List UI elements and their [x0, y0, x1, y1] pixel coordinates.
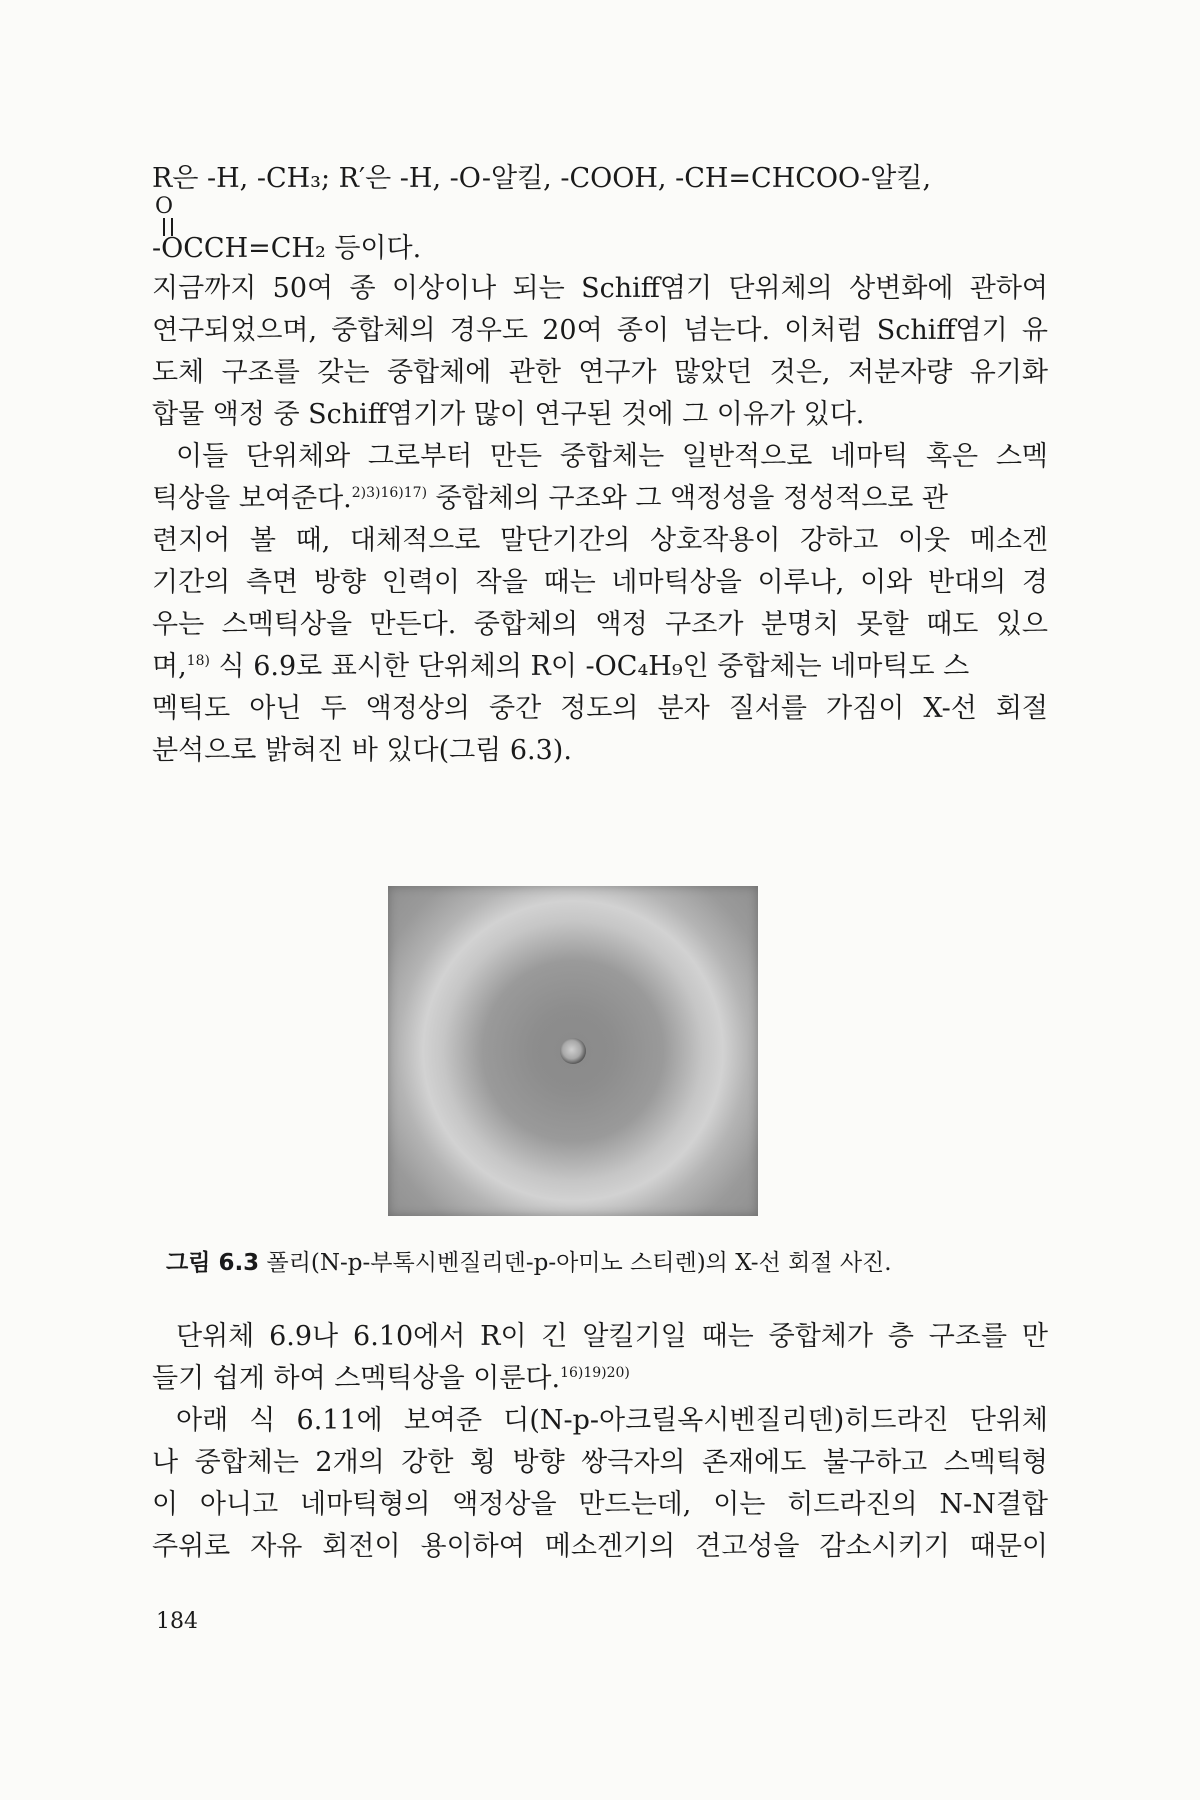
figure-label: 그림 6.3 [166, 1250, 260, 1276]
beam-stop-spot [560, 1038, 586, 1064]
para4-line: 나 중합체는 2개의 강한 횡 방향 쌍극자의 존재에도 불구하고 스멕틱형 [152, 1447, 1048, 1478]
figure-caption [166, 1248, 892, 1278]
para2-line: 분석으로 밝혀진 바 있다(그림 6.3). [152, 735, 572, 766]
para1-line: 도체 구조를 갖는 중합체에 관한 연구가 많았던 것은, 저분자량 유기화 [152, 357, 1048, 388]
para2-line: 틱상을 보여준다.$^{2)3)16)17)}$ 중합체의 구조와 그 액정성을 정성적으로 관 [152, 483, 949, 514]
para2-line: 멕틱도 아닌 두 액정상의 중간 정도의 분자 질서를 가짐이 X-선 회절 [152, 693, 1048, 724]
reference-marker: 18) [186, 653, 210, 669]
para2-line: 이들 단위체와 그로부터 만든 중합체는 일반적으로 네마틱 혹은 스멕 [176, 441, 1048, 472]
para1-line: 합물 액정 중 Schiff염기가 많이 연구된 것에 그 이유가 있다. [152, 399, 865, 430]
para2-line: 며,$^{18)}$ 식 6.9로 표시한 단위체의 R이 -OC₄H₉인 중합체는 네마틱도 스 [152, 651, 970, 682]
reference-marker: 16)19)20) [560, 1365, 630, 1381]
para3-line: 단위체 6.9나 6.10에서 R이 긴 알킬기일 때는 중합체가 층 구조를 만 [176, 1321, 1048, 1352]
para3-line: 들기 쉽게 하여 스멕틱상을 이룬다.$^{16)19)20)}$ [152, 1363, 630, 1394]
para1-line: 지금까지 50여 종 이상이나 되는 Schiff염기 단위체의 상변화에 관하여 [152, 273, 1048, 304]
para2-line: 우는 스멕틱상을 만든다. 중합체의 액정 구조가 분명치 못할 때도 있으 [152, 609, 1048, 640]
para4-line: 아래 식 6.11에 보여준 디(N-p-아크릴옥시벤질리덴)히드라진 단위체 [176, 1405, 1048, 1436]
acrylate-formula-line: -OCCH=CH₂ 등이다. [152, 233, 422, 264]
para4-line: 주위로 자유 회전이 용이하여 메소겐기의 견고성을 감소시키기 때문이 [152, 1531, 1048, 1562]
page-number: 184 [156, 1609, 198, 1634]
para2-line: 기간의 측면 방향 인력이 작을 때는 네마틱상을 이루나, 이와 반대의 경 [152, 567, 1048, 598]
reference-marker: 2)3)16)17) [351, 485, 428, 501]
substituent-definition-line: R은 -H, -CH₃; R′은 -H, -O-알킬, -COOH, -CH=CHCOO-알킬, [152, 163, 932, 194]
carbonyl-oxygen-label: O [155, 194, 174, 219]
para1-line: 연구되었으며, 중합체의 경우도 20여 종이 넘는다. 이처럼 Schiff염기 유 [152, 315, 1048, 346]
xray-diffraction-photo [388, 886, 758, 1216]
figure-caption-text: 폴리(N-p-부톡시벤질리덴-p-아미노 스티렌)의 X-선 회절 사진. [266, 1250, 892, 1276]
para4-line: 이 아니고 네마틱형의 액정상을 만드는데, 이는 히드라진의 N-N결합 [152, 1489, 1048, 1520]
para2-line: 련지어 볼 때, 대체적으로 말단기간의 상호작용이 강하고 이웃 메소겐 [152, 525, 1048, 556]
